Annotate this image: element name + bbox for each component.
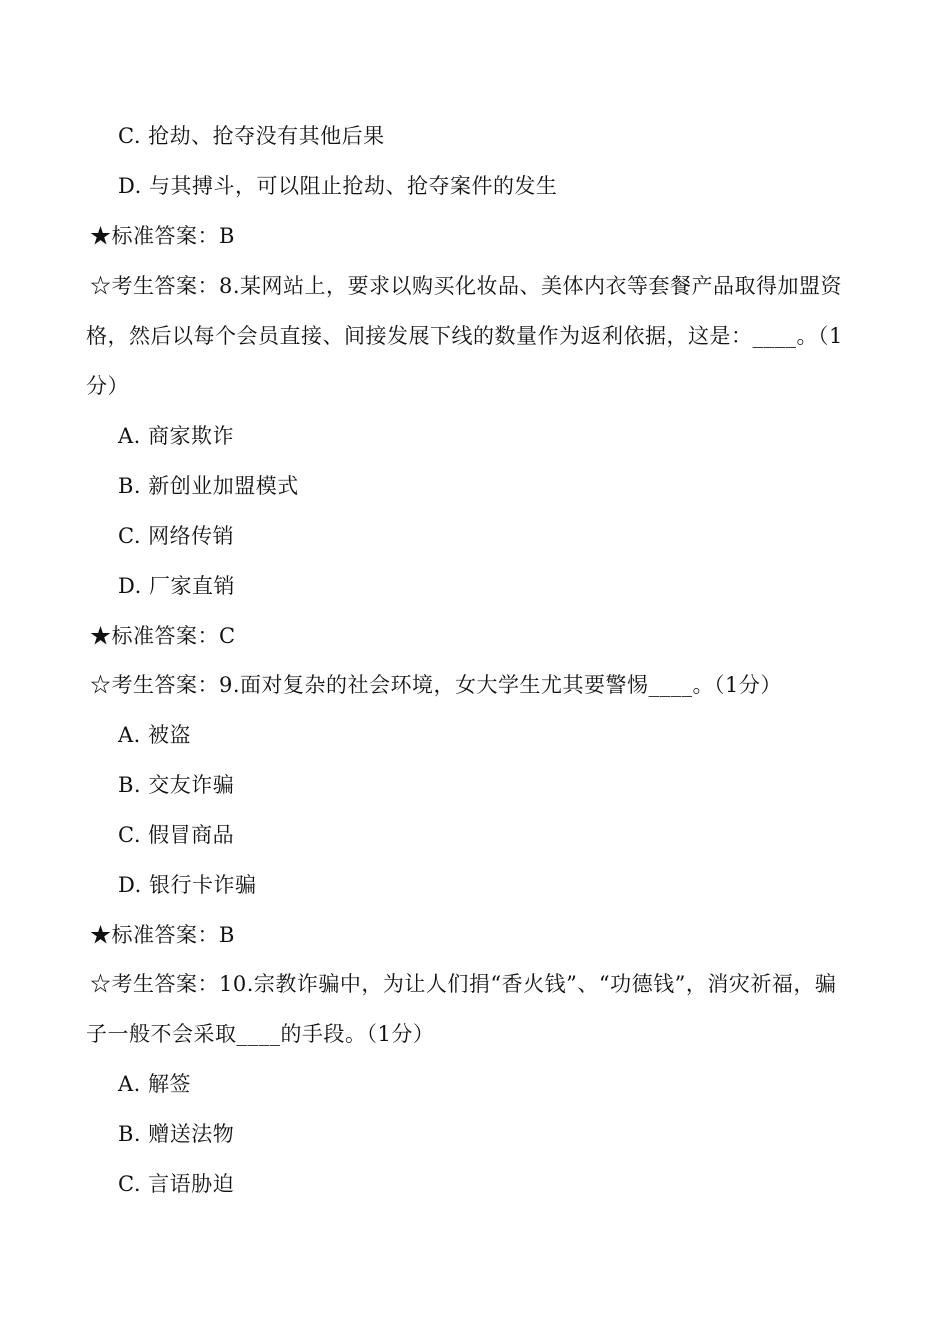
question-9: ☆考生答案：9.面对复杂的社会环境，女大学生尤其要警惕____。（1分）	[90, 673, 782, 697]
standard-answer-q7: ★标准答案：B	[90, 224, 235, 248]
option-a-q10: A. 解签	[118, 1072, 192, 1096]
question-10-line-1: ☆考生答案：10.宗教诈骗中，为让人们捐“香火钱”、“功德钱”，消灾祈福，骗	[90, 972, 837, 996]
option-d-q7: D. 与其搏斗，可以阻止抢劫、抢夺案件的发生	[118, 174, 558, 198]
standard-answer-q9: ★标准答案：B	[90, 923, 235, 947]
option-c-q8: C. 网络传销	[118, 524, 235, 548]
option-d-q9: D. 银行卡诈骗	[118, 873, 257, 897]
option-c-q10: C. 言语胁迫	[118, 1172, 235, 1196]
option-b-q10: B. 赠送法物	[118, 1122, 235, 1146]
option-c-q7: C. 抢劫、抢夺没有其他后果	[118, 124, 385, 148]
option-a-q9: A. 被盗	[118, 723, 192, 747]
option-a-q8: A. 商家欺诈	[118, 424, 235, 448]
question-8-line-2: 格，然后以每个会员直接、间接发展下线的数量作为返利依据，这是：____。（1	[86, 324, 843, 348]
standard-answer-q8: ★标准答案：C	[90, 624, 236, 648]
question-8-line-1: ☆考生答案：8.某网站上，要求以购买化妆品、美体内衣等套餐产品取得加盟资	[90, 274, 843, 298]
option-b-q8: B. 新创业加盟模式	[118, 474, 299, 498]
option-c-q9: C. 假冒商品	[118, 823, 235, 847]
option-b-q9: B. 交友诈骗	[118, 773, 235, 797]
option-d-q8: D. 厂家直销	[118, 574, 235, 598]
question-10-line-2: 子一般不会采取____的手段。（1分）	[86, 1022, 435, 1046]
question-8-line-3: 分）	[86, 374, 129, 398]
